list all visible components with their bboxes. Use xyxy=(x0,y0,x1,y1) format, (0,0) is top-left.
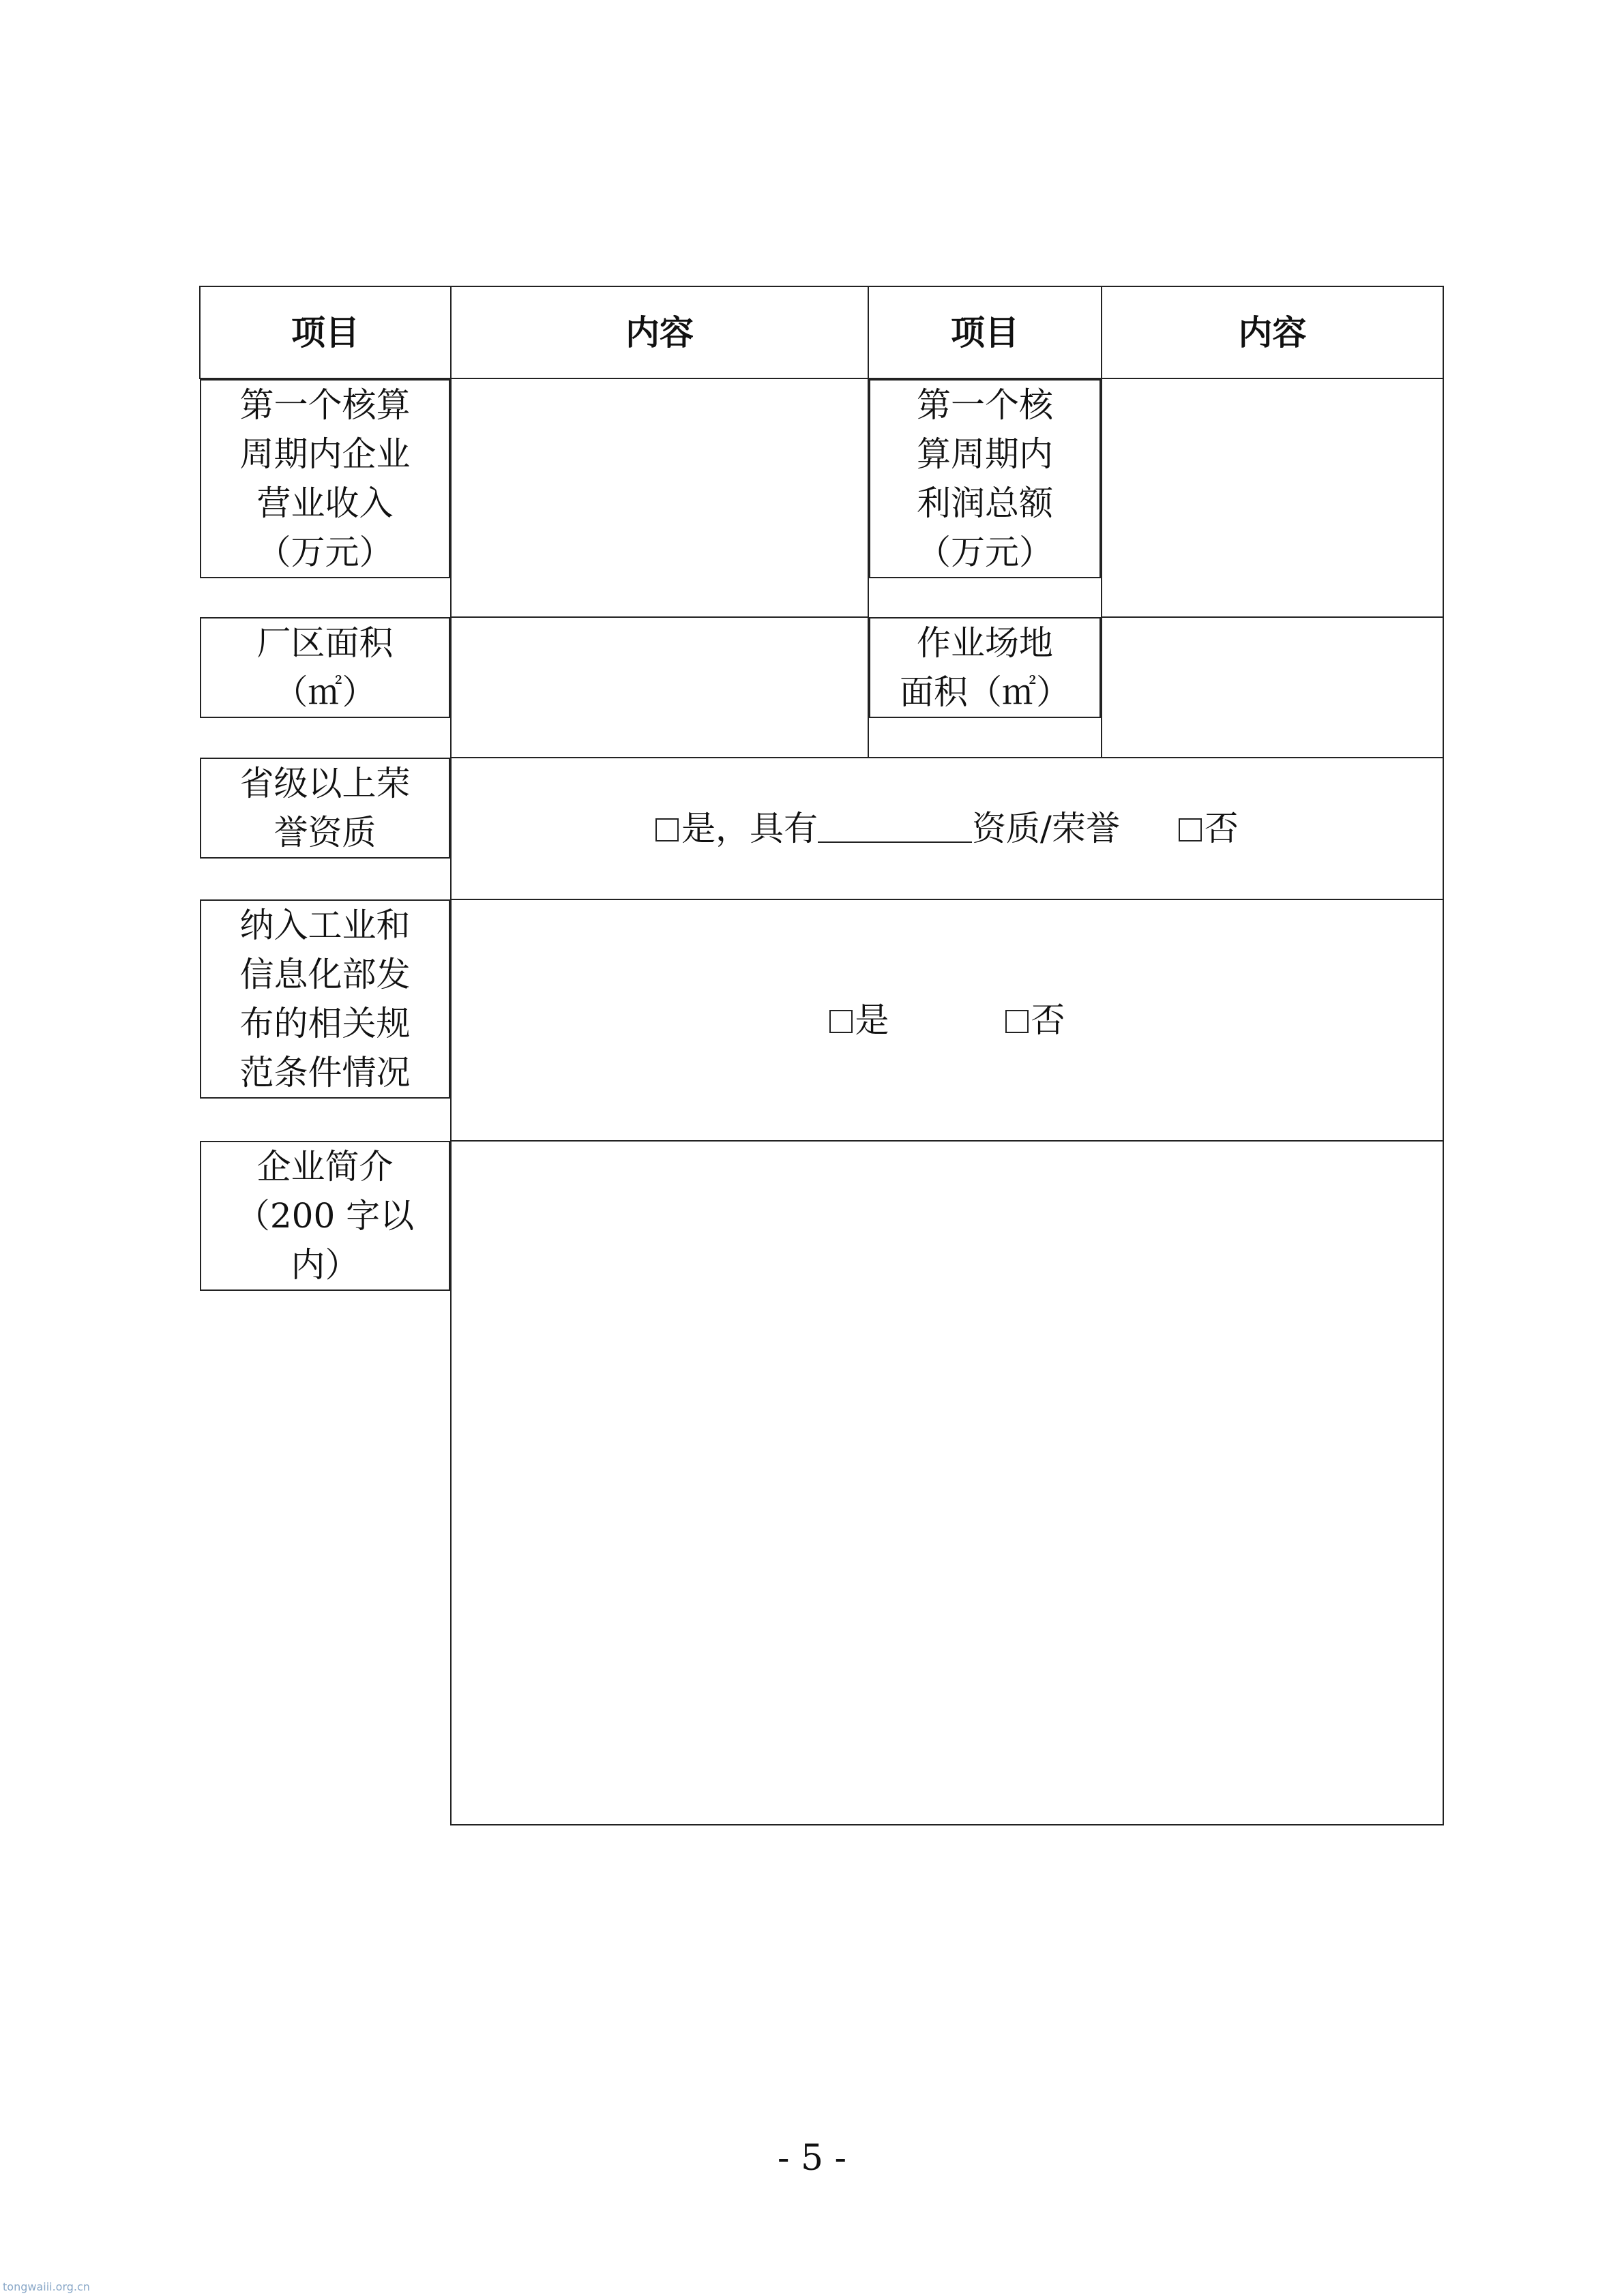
work-area-label-line: 作业场地 xyxy=(917,623,1053,663)
miit-label-line: 纳入工业和 xyxy=(239,906,411,945)
header-content-1: 内容 xyxy=(451,286,868,378)
honor-name-blank[interactable] xyxy=(818,810,972,843)
profit-label xyxy=(869,379,1101,578)
miit-no-checkbox[interactable] xyxy=(1005,1010,1029,1033)
intro-label-line: （200 字以 xyxy=(235,1196,415,1236)
work-area-label xyxy=(869,617,1101,718)
revenue-label-line: （万元） xyxy=(256,533,394,572)
honor-label xyxy=(200,758,450,859)
profit-label-line: 利润总额 xyxy=(917,483,1053,523)
honor-yes-label: 是，具有 xyxy=(681,809,818,848)
intro-label-line: 内） xyxy=(291,1245,359,1285)
profit-label-line: 算周期内 xyxy=(917,434,1053,474)
honor-options-cell xyxy=(451,758,1443,899)
honor-no-checkbox[interactable] xyxy=(1179,818,1202,841)
intro-label-line: 企业简介 xyxy=(256,1147,394,1187)
header-item-2: 项目 xyxy=(868,286,1102,378)
honor-no-label: 否 xyxy=(1204,809,1239,848)
miit-options-cell xyxy=(451,899,1443,1141)
miit-no-option[interactable] xyxy=(1005,1000,1065,1040)
honor-yes-checkbox[interactable] xyxy=(655,818,679,841)
header-row xyxy=(200,286,1443,378)
miit-yes-checkbox[interactable] xyxy=(829,1010,853,1033)
miit-label xyxy=(200,899,450,1099)
intro-row xyxy=(200,1141,1443,1825)
page-number: - 5 - xyxy=(777,2138,847,2179)
header-content-2: 内容 xyxy=(1102,286,1443,378)
intro-value-cell[interactable] xyxy=(451,1141,1443,1825)
profit-label-line: （万元） xyxy=(917,533,1053,572)
application-form-table xyxy=(199,286,1444,1825)
miit-label-line: 信息化部发 xyxy=(239,955,411,994)
miit-row xyxy=(200,899,1443,1141)
honor-row xyxy=(200,758,1443,899)
plant-area-value-cell[interactable] xyxy=(451,617,868,758)
honor-no-option[interactable] xyxy=(1179,809,1239,848)
profit-value-cell[interactable] xyxy=(1102,378,1443,617)
profit-label-line: 第一个核 xyxy=(917,385,1053,425)
revenue-value-cell[interactable] xyxy=(451,378,868,617)
intro-label xyxy=(200,1141,450,1291)
miit-label-line: 范条件情况 xyxy=(239,1053,411,1092)
revenue-profit-row xyxy=(200,378,1443,617)
work-area-value-cell[interactable] xyxy=(1102,617,1443,758)
miit-no-label: 否 xyxy=(1031,1000,1065,1040)
miit-yes-option[interactable] xyxy=(829,1000,889,1040)
honor-yes-option[interactable] xyxy=(655,809,818,848)
watermark: tongwaiii.org.cn xyxy=(3,2280,90,2293)
header-item-1: 项目 xyxy=(200,286,451,378)
honor-label-line: 省级以上荣 xyxy=(239,764,411,803)
miit-yes-label: 是 xyxy=(855,1000,889,1040)
area-row xyxy=(200,617,1443,758)
revenue-label-line: 第一个核算 xyxy=(239,385,411,425)
plant-area-label-line: 厂区面积 xyxy=(256,623,394,663)
honor-suffix: 资质/荣誉 xyxy=(972,809,1120,848)
work-area-label-line: 面积（㎡） xyxy=(900,672,1070,712)
plant-area-label-line: （㎡） xyxy=(274,672,377,712)
honor-label-line: 誉资质 xyxy=(274,813,377,852)
revenue-label xyxy=(200,379,450,578)
miit-label-line: 布的相关规 xyxy=(239,1004,411,1043)
revenue-label-line: 营业收入 xyxy=(256,483,394,523)
revenue-label-line: 周期内企业 xyxy=(239,434,411,474)
plant-area-label xyxy=(200,617,450,718)
